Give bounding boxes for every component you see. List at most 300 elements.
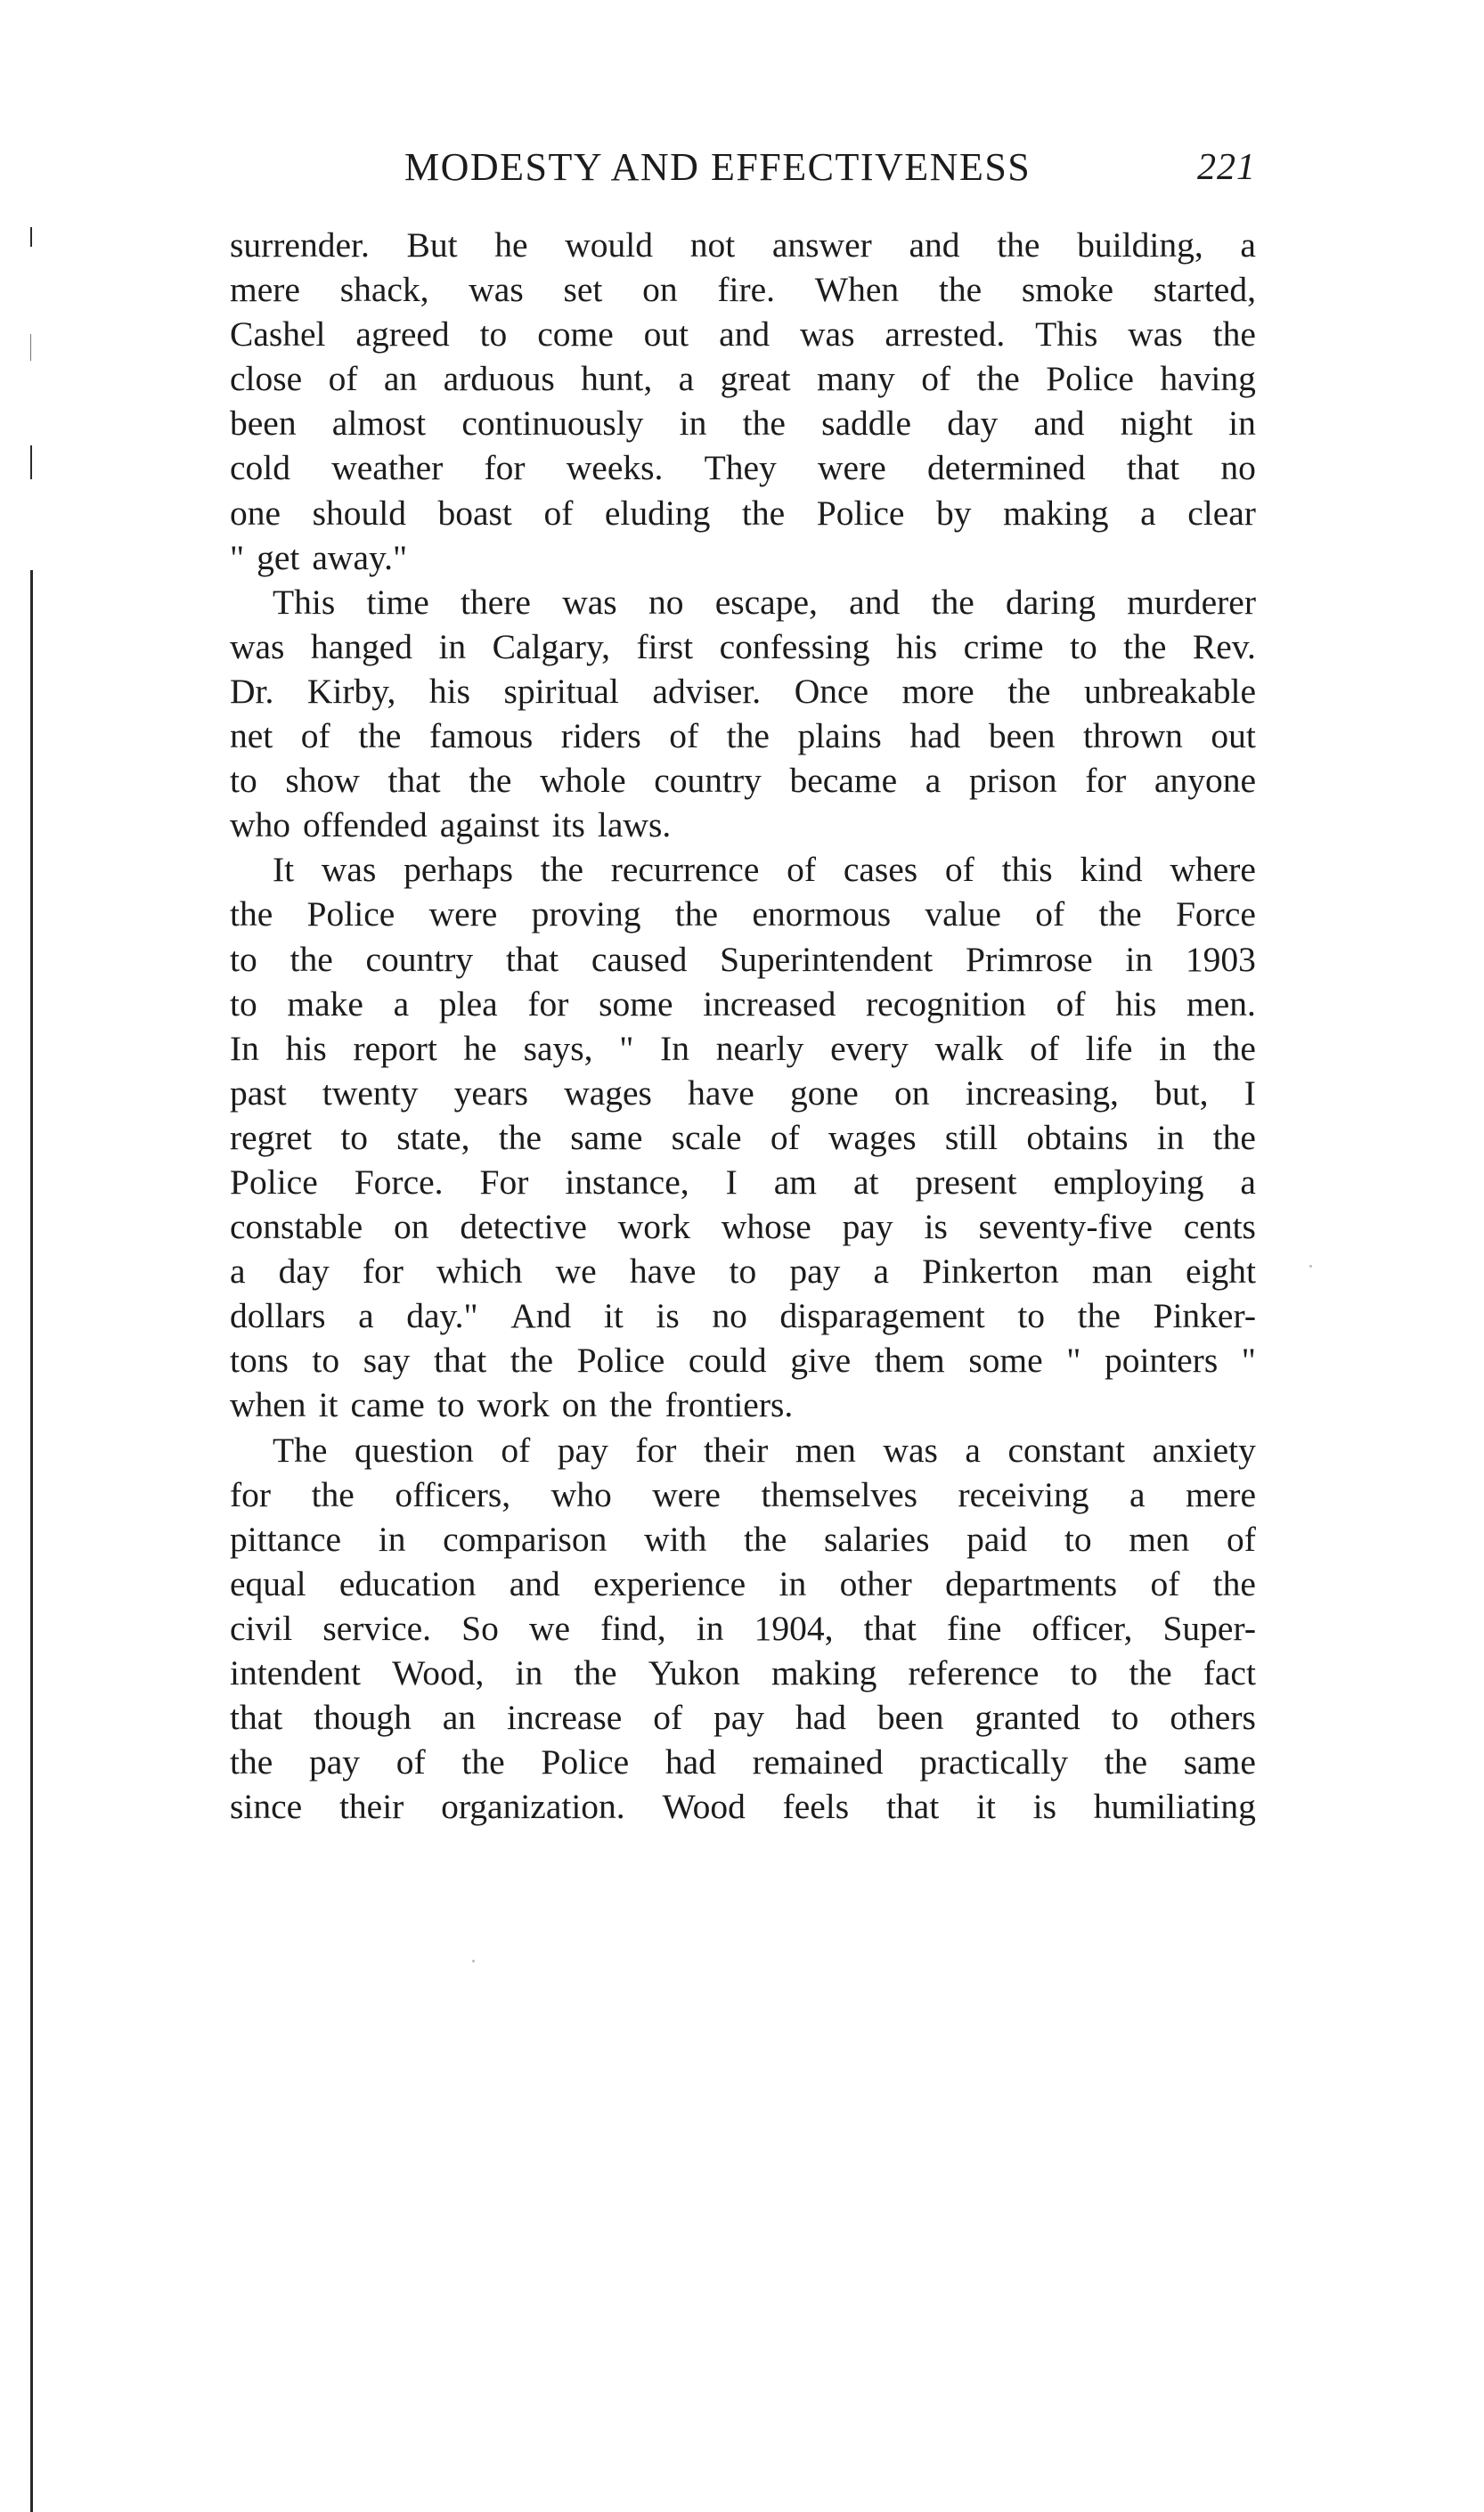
word: Police xyxy=(1046,359,1134,399)
word: crime xyxy=(963,626,1044,666)
word: the xyxy=(469,761,512,801)
page-header xyxy=(230,141,1256,194)
word: Kirby, xyxy=(306,671,396,711)
word: arduous xyxy=(443,359,555,399)
word: the xyxy=(574,1653,617,1692)
word: the xyxy=(976,359,1020,399)
word: arrested. xyxy=(885,314,1006,355)
word: not xyxy=(689,225,736,265)
word: whose xyxy=(721,1207,811,1247)
word: paid xyxy=(966,1519,1028,1559)
word: Calgary, xyxy=(492,626,611,666)
word: of xyxy=(944,850,974,890)
word: a xyxy=(873,1252,890,1292)
word: it xyxy=(975,1787,996,1827)
word: Police xyxy=(230,1162,318,1202)
word: on xyxy=(894,1072,930,1113)
word: " xyxy=(619,1028,634,1068)
word: the xyxy=(510,1341,553,1381)
word: for xyxy=(635,1430,677,1470)
word: was xyxy=(800,314,855,355)
text-line xyxy=(230,312,1256,356)
word: should xyxy=(312,493,406,533)
word: day xyxy=(278,1252,330,1292)
word: that xyxy=(885,1787,940,1827)
word: the xyxy=(741,493,786,533)
word: daring xyxy=(1006,582,1096,622)
word: on xyxy=(561,1385,598,1425)
word: walk xyxy=(934,1028,1004,1068)
word: obtains xyxy=(1026,1117,1129,1157)
word: Police xyxy=(306,894,395,934)
word: of xyxy=(300,716,330,756)
word: of xyxy=(653,1698,683,1738)
word: country xyxy=(365,939,474,979)
word: that xyxy=(505,939,559,979)
text-line xyxy=(230,803,1256,847)
word: pay xyxy=(713,1698,765,1738)
text-line xyxy=(230,1026,1256,1071)
word: of xyxy=(787,850,817,890)
text-line xyxy=(230,1293,1256,1338)
word: making xyxy=(771,1653,877,1692)
word: his xyxy=(1115,983,1157,1024)
word: came xyxy=(350,1385,425,1425)
word: out xyxy=(1211,716,1256,756)
word: of xyxy=(921,359,951,399)
word: the xyxy=(230,1742,273,1782)
word: confessing xyxy=(719,626,870,666)
text-line xyxy=(230,1740,1256,1784)
word: For xyxy=(479,1162,529,1202)
binding-edge-mark xyxy=(30,334,31,361)
word: smoke xyxy=(1021,270,1114,310)
word: in xyxy=(1159,1028,1186,1068)
word: against xyxy=(439,805,540,845)
paper-speck xyxy=(1309,1265,1312,1268)
word: the xyxy=(1123,626,1167,666)
word: unbreakable xyxy=(1083,671,1256,711)
word: a xyxy=(925,761,942,801)
word: for xyxy=(230,1474,272,1514)
word: shack, xyxy=(339,270,429,310)
word: that xyxy=(863,1608,917,1648)
word: find, xyxy=(600,1608,666,1648)
word: the xyxy=(1098,894,1142,934)
word: was xyxy=(1128,314,1183,355)
word: at xyxy=(852,1162,879,1202)
word: of xyxy=(543,493,574,533)
word: Police xyxy=(541,1742,630,1782)
word: in xyxy=(1125,939,1154,979)
word: an xyxy=(383,359,418,399)
body-text xyxy=(230,223,1256,1829)
word: a xyxy=(1240,1162,1256,1202)
word: frontiers. xyxy=(665,1385,794,1425)
word: civil xyxy=(230,1608,293,1648)
word: Dr. xyxy=(230,671,274,711)
word: themselves xyxy=(761,1474,917,1514)
text-line xyxy=(230,982,1256,1026)
word: was xyxy=(230,626,285,666)
word: had xyxy=(795,1698,846,1738)
word: Force. xyxy=(354,1162,444,1202)
word: Wood, xyxy=(392,1653,485,1692)
word: some xyxy=(599,983,673,1024)
text-line xyxy=(230,847,1256,892)
word: no xyxy=(1220,448,1256,488)
word: which xyxy=(436,1252,523,1292)
word: Once xyxy=(794,671,869,711)
word: fine xyxy=(946,1608,1002,1648)
word: determined xyxy=(927,448,1086,488)
binding-edge-mark xyxy=(30,445,32,479)
word: The xyxy=(273,1430,328,1470)
text-line xyxy=(230,1115,1256,1160)
word: nearly xyxy=(715,1028,804,1068)
word: Yukon xyxy=(648,1653,740,1692)
word: pay xyxy=(789,1252,841,1292)
word: the xyxy=(938,270,983,310)
word: to xyxy=(312,1341,340,1381)
word: enormous xyxy=(752,894,892,934)
word: fire. xyxy=(717,270,776,310)
word: men xyxy=(795,1430,856,1470)
page-number: 221 xyxy=(1197,147,1256,188)
word: to xyxy=(230,939,257,979)
word: increase xyxy=(506,1698,623,1738)
word: proving xyxy=(531,894,641,934)
word: plea xyxy=(438,983,498,1024)
word: of xyxy=(328,359,358,399)
word: to xyxy=(1069,626,1097,666)
word: recognition xyxy=(866,983,1026,1024)
word: to xyxy=(1111,1698,1139,1738)
word: departments xyxy=(945,1563,1118,1603)
word: for xyxy=(362,1252,404,1292)
word: salaries xyxy=(824,1519,930,1559)
word: on xyxy=(394,1207,429,1247)
word: cold xyxy=(230,448,291,488)
word: some xyxy=(968,1341,1043,1381)
word: there xyxy=(461,582,531,622)
word: of xyxy=(1030,1028,1060,1068)
word: of xyxy=(770,1117,800,1157)
word: is xyxy=(924,1207,948,1247)
word: but, xyxy=(1154,1072,1209,1113)
word: anyone xyxy=(1154,761,1256,801)
word: hunt, xyxy=(581,359,653,399)
word: scale xyxy=(671,1117,742,1157)
word: still xyxy=(944,1117,999,1157)
word: a xyxy=(678,359,695,399)
text-line xyxy=(230,1382,1256,1427)
word: its xyxy=(551,805,585,845)
word: a xyxy=(965,1430,981,1470)
word: the xyxy=(726,716,770,756)
word: officer, xyxy=(1031,1608,1133,1648)
word: the xyxy=(997,225,1040,265)
word: for xyxy=(527,983,569,1024)
word: and xyxy=(849,582,901,622)
word: others xyxy=(1170,1698,1256,1738)
word: kind xyxy=(1080,850,1143,890)
word: thrown xyxy=(1082,716,1183,756)
word: for xyxy=(484,448,526,488)
word: escape, xyxy=(714,582,818,622)
word: was xyxy=(469,270,524,310)
word: surrender. xyxy=(230,225,370,265)
word: offended xyxy=(303,805,428,845)
text-line xyxy=(230,401,1256,445)
word: come xyxy=(537,314,614,355)
word: night xyxy=(1120,404,1193,444)
word: constable xyxy=(230,1207,363,1247)
word: the xyxy=(1007,671,1051,711)
word: wages xyxy=(564,1072,652,1113)
word: net xyxy=(230,716,273,756)
word: men. xyxy=(1186,983,1256,1024)
word: out xyxy=(643,314,689,355)
word: feels xyxy=(782,1787,850,1827)
word: of xyxy=(1226,1519,1256,1559)
word: day." xyxy=(406,1296,478,1336)
word: is xyxy=(656,1296,680,1336)
word: to xyxy=(1070,1653,1098,1692)
word: the xyxy=(609,1385,653,1425)
word: the xyxy=(931,582,974,622)
word: the xyxy=(674,894,719,934)
text-line xyxy=(230,1695,1256,1740)
word: comparison xyxy=(443,1519,607,1559)
word: clear xyxy=(1187,493,1256,533)
word: would xyxy=(565,225,654,265)
word: prison xyxy=(968,761,1057,801)
word: set xyxy=(563,270,603,310)
word: This xyxy=(273,582,336,622)
word: every xyxy=(830,1028,909,1068)
word: of xyxy=(1056,983,1086,1024)
word: constant xyxy=(1007,1430,1126,1470)
word: a xyxy=(1129,1474,1146,1514)
word: the xyxy=(289,939,333,979)
word: same xyxy=(1183,1742,1256,1782)
paper-speck xyxy=(472,1960,475,1962)
word: caused xyxy=(591,939,688,979)
word: Rev. xyxy=(1192,626,1256,666)
word: could xyxy=(688,1341,767,1381)
word: in xyxy=(779,1563,807,1603)
text-line xyxy=(230,1517,1256,1562)
word: in xyxy=(515,1653,543,1692)
word: Force xyxy=(1175,894,1256,934)
binding-edge-line xyxy=(30,570,33,2512)
word: agreed xyxy=(355,314,450,355)
word: weather xyxy=(331,448,444,488)
word: employing xyxy=(1053,1162,1204,1202)
word: equal xyxy=(230,1563,306,1603)
word: man xyxy=(1091,1252,1153,1292)
text-line xyxy=(230,758,1256,803)
word: no xyxy=(648,582,684,622)
word: disparagement xyxy=(779,1296,985,1336)
word: Pinker- xyxy=(1153,1296,1256,1336)
text-line xyxy=(230,892,1256,936)
word: dollars xyxy=(230,1296,326,1336)
word: mere xyxy=(1186,1474,1256,1514)
word: no xyxy=(712,1296,747,1336)
text-line xyxy=(230,1472,1256,1517)
word: have xyxy=(629,1252,697,1292)
word: a xyxy=(393,983,410,1024)
word: we xyxy=(529,1608,571,1648)
word: past xyxy=(230,1072,287,1113)
word: answer xyxy=(771,225,872,265)
text-line xyxy=(230,1338,1256,1382)
word: in xyxy=(696,1608,724,1648)
text-line xyxy=(230,491,1256,535)
word: officers, xyxy=(395,1474,511,1514)
word: state, xyxy=(396,1117,470,1157)
word: since xyxy=(230,1787,303,1827)
word: the xyxy=(1129,1653,1172,1692)
word: to xyxy=(436,1385,465,1425)
word: eluding xyxy=(604,493,711,533)
word: In xyxy=(230,1028,259,1068)
word: for xyxy=(1085,761,1127,801)
word: started, xyxy=(1153,270,1256,310)
word: that xyxy=(1126,448,1180,488)
word: when xyxy=(230,1385,306,1425)
text-line xyxy=(230,1071,1256,1115)
word: to xyxy=(1017,1296,1046,1336)
word: question xyxy=(354,1430,474,1470)
word: show xyxy=(285,761,360,801)
word: a xyxy=(1140,493,1156,533)
word: get xyxy=(257,537,300,577)
word: the xyxy=(742,404,786,444)
word: fact xyxy=(1203,1653,1256,1692)
word: Police xyxy=(576,1341,665,1381)
word: gone xyxy=(789,1072,859,1113)
word: anxiety xyxy=(1152,1430,1256,1470)
word: day xyxy=(947,404,999,444)
binding-edge-mark xyxy=(30,227,32,247)
word: time xyxy=(366,582,429,622)
word: wages xyxy=(828,1117,917,1157)
word: pay xyxy=(557,1430,608,1470)
text-line xyxy=(230,1249,1256,1293)
word: " xyxy=(1241,1341,1256,1381)
word: service. xyxy=(322,1608,432,1648)
word: were xyxy=(428,894,498,934)
word: this xyxy=(1001,850,1053,890)
word: Super- xyxy=(1162,1608,1256,1648)
word: Pinkerton xyxy=(922,1252,1059,1292)
word: I xyxy=(725,1162,738,1202)
word: the xyxy=(1212,314,1256,355)
word: who xyxy=(230,805,291,845)
word: other xyxy=(839,1563,912,1603)
word: recurrence xyxy=(610,850,760,890)
word: and xyxy=(509,1563,560,1603)
word: Superintendent xyxy=(720,939,934,979)
word: a xyxy=(358,1296,374,1336)
word: Primrose xyxy=(966,939,1093,979)
word: of xyxy=(1150,1563,1180,1603)
word: life xyxy=(1085,1028,1133,1068)
word: intendent xyxy=(230,1653,361,1692)
word: adviser. xyxy=(652,671,762,711)
word: more xyxy=(901,671,974,711)
word: great xyxy=(720,359,791,399)
word: says, xyxy=(523,1028,593,1068)
text-line xyxy=(230,223,1256,267)
word: one xyxy=(230,493,281,533)
word: the xyxy=(1212,1028,1256,1068)
word: and xyxy=(719,314,771,355)
word: 1903 xyxy=(1185,939,1256,979)
word: work xyxy=(617,1207,690,1247)
word: in xyxy=(1156,1117,1185,1157)
word: mere xyxy=(230,270,300,310)
word: been xyxy=(877,1698,944,1738)
word: spiritual xyxy=(503,671,619,711)
word: to xyxy=(230,983,257,1024)
word: in xyxy=(679,404,707,444)
word: pay xyxy=(309,1742,361,1782)
word: is xyxy=(1032,1787,1057,1827)
word: became xyxy=(789,761,898,801)
word: their xyxy=(338,1787,404,1827)
word: So xyxy=(461,1608,499,1648)
word: to xyxy=(340,1117,369,1157)
word: pay xyxy=(842,1207,893,1247)
word: say xyxy=(363,1341,411,1381)
word: This xyxy=(1035,314,1098,355)
text-line xyxy=(230,1160,1256,1204)
word: were xyxy=(818,448,886,488)
word: were xyxy=(652,1474,721,1514)
word: murderer xyxy=(1127,582,1256,622)
word: present xyxy=(915,1162,1017,1202)
word: the xyxy=(744,1519,787,1559)
word: reference xyxy=(908,1653,1040,1692)
word: to xyxy=(479,314,508,355)
word: When xyxy=(814,270,900,310)
word: In xyxy=(660,1028,689,1068)
word: experience xyxy=(593,1563,746,1603)
word: the xyxy=(461,1742,505,1782)
word: weeks. xyxy=(566,448,664,488)
word: building, xyxy=(1077,225,1203,265)
word: Cashel xyxy=(230,314,326,355)
text-line xyxy=(230,1784,1256,1829)
word: am xyxy=(773,1162,817,1202)
word: boast xyxy=(437,493,512,533)
word: continuously xyxy=(461,404,644,444)
word: years xyxy=(453,1072,528,1113)
word: them xyxy=(874,1341,945,1381)
word: almost xyxy=(331,404,427,444)
word: regret xyxy=(230,1117,313,1157)
word: riders xyxy=(560,716,641,756)
word: in xyxy=(438,626,467,666)
word: the xyxy=(1212,1563,1256,1603)
word: humiliating xyxy=(1093,1787,1256,1827)
word: that xyxy=(230,1698,283,1738)
word: with xyxy=(644,1519,707,1559)
